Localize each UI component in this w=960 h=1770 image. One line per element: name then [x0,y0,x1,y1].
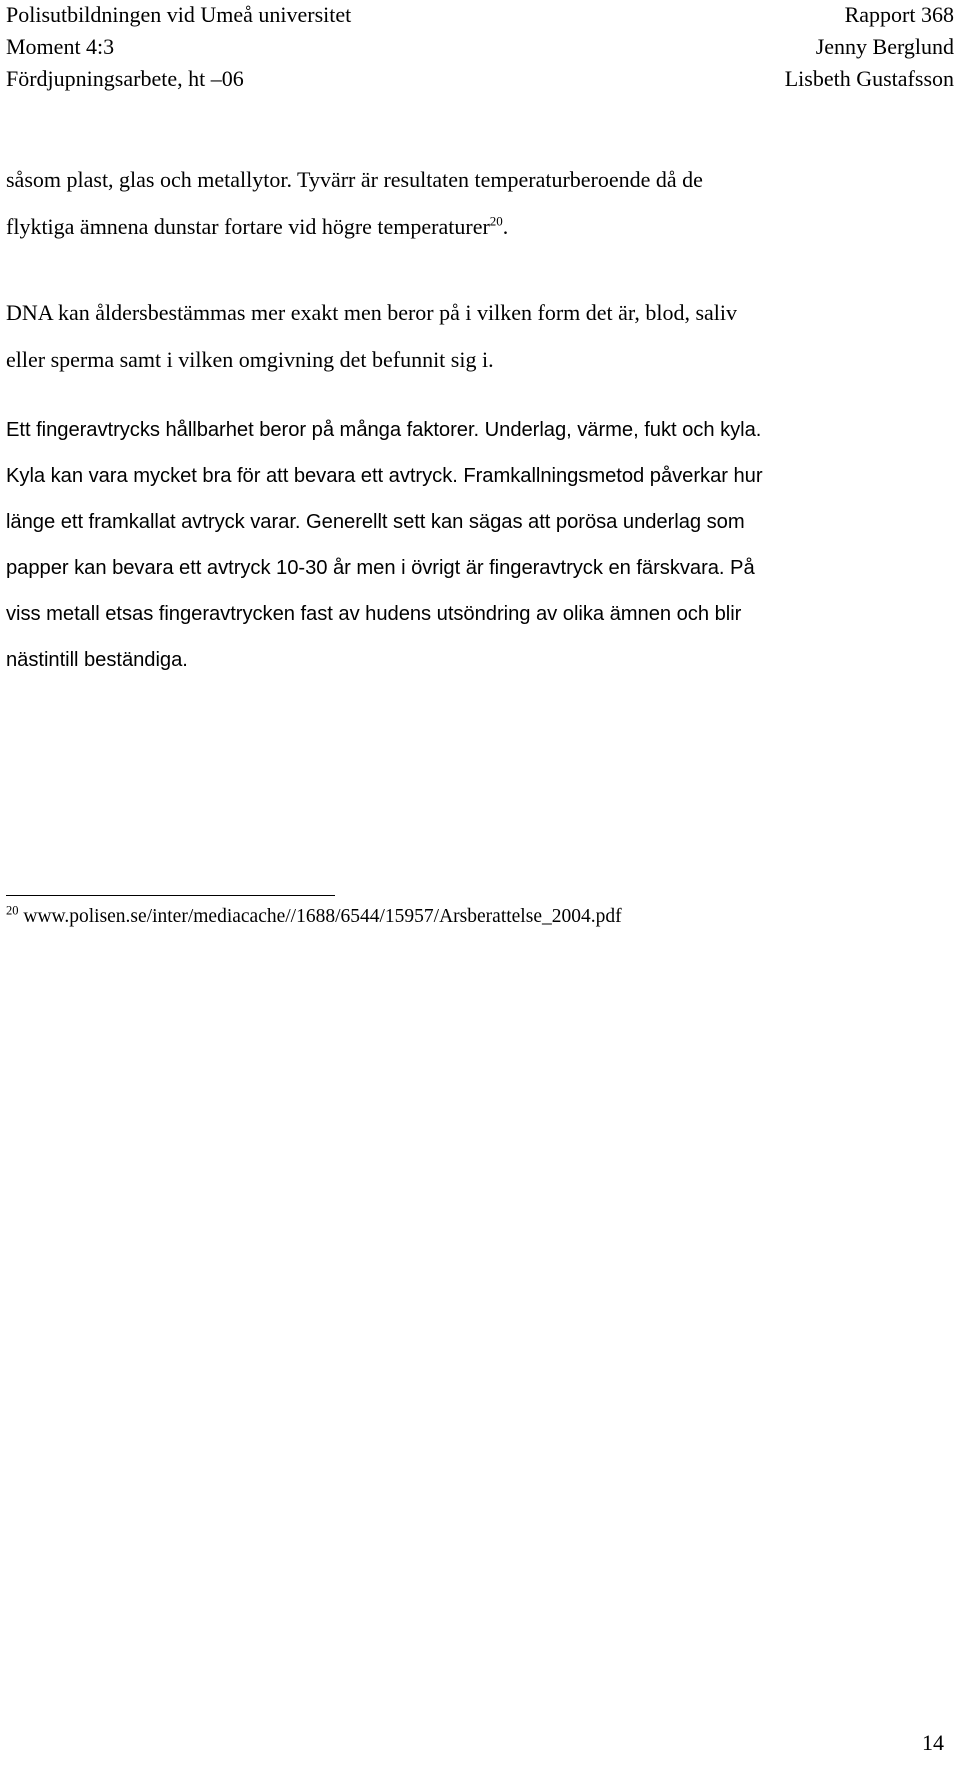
header-author-1: Jenny Berglund [815,34,954,59]
paragraph-line [6,204,954,251]
header-row [6,64,954,94]
header-module: Moment 4:3 [6,34,115,59]
paragraph-line: länge ett framkallat avtryck varar. Generellt sett kan sägas att porösa underlag som [6,511,745,533]
page-header [0,0,960,100]
paragraph-dna-dating [6,290,954,383]
paragraph-line: Kyla kan vara mycket bra för att bevara ett avtryck. Framkallningsmetod påverkar hur [6,465,763,487]
header-report-number: Rapport 368 [844,2,954,27]
page-number: 14 [922,1730,944,1755]
header-row [6,0,954,30]
paragraph-line: eller sperma samt i vilken omgivning det befunnit sig i. [6,346,494,372]
paragraph-line: nästintill beständiga. [6,649,188,671]
paragraph-line: Ett fingeravtrycks hållbarhet beror på många faktorer. Underlag, värme, fukt och kyla. [6,419,762,441]
header-institution: Polisutbildningen vid Umeå universitet [6,2,352,27]
paragraph-line: såsom plast, glas och metallytor. Tyvärr är resultaten temperaturberoende då de [6,167,703,192]
paragraph-fingerprint-durability [6,407,954,683]
paragraph-line: viss metall etsas fingeravtrycken fast av hudens utsöndring av olika ämnen och blir [6,603,742,625]
header-course: Fördjupningsarbete, ht –06 [6,66,244,91]
footnote-separator [6,895,335,896]
header-row [6,32,954,62]
paragraph-line: papper kan bevara ett avtryck 10-30 år men i övrigt är fingeravtryck en färskvara. På [6,557,755,579]
paragraph-line: DNA kan åldersbestämmas mer exakt men beror på i vilken form det är, blod, saliv [6,300,738,325]
footnote-url[interactable]: www.polisen.se/inter/mediacache//1688/6544/15957/Arsberattelse_2004.pdf [23,906,622,927]
paragraph-line-text: flyktiga ämnena dunstar fortare vid högre temperaturer [6,213,490,239]
header-author-2: Lisbeth Gustafsson [784,66,954,91]
paragraph-volatile-substances [6,157,954,250]
paragraph-line-end: . [502,213,509,239]
footnote [6,902,954,932]
footnote-number: 20 [6,903,19,918]
footnote-reference[interactable]: 20 [489,213,503,229]
